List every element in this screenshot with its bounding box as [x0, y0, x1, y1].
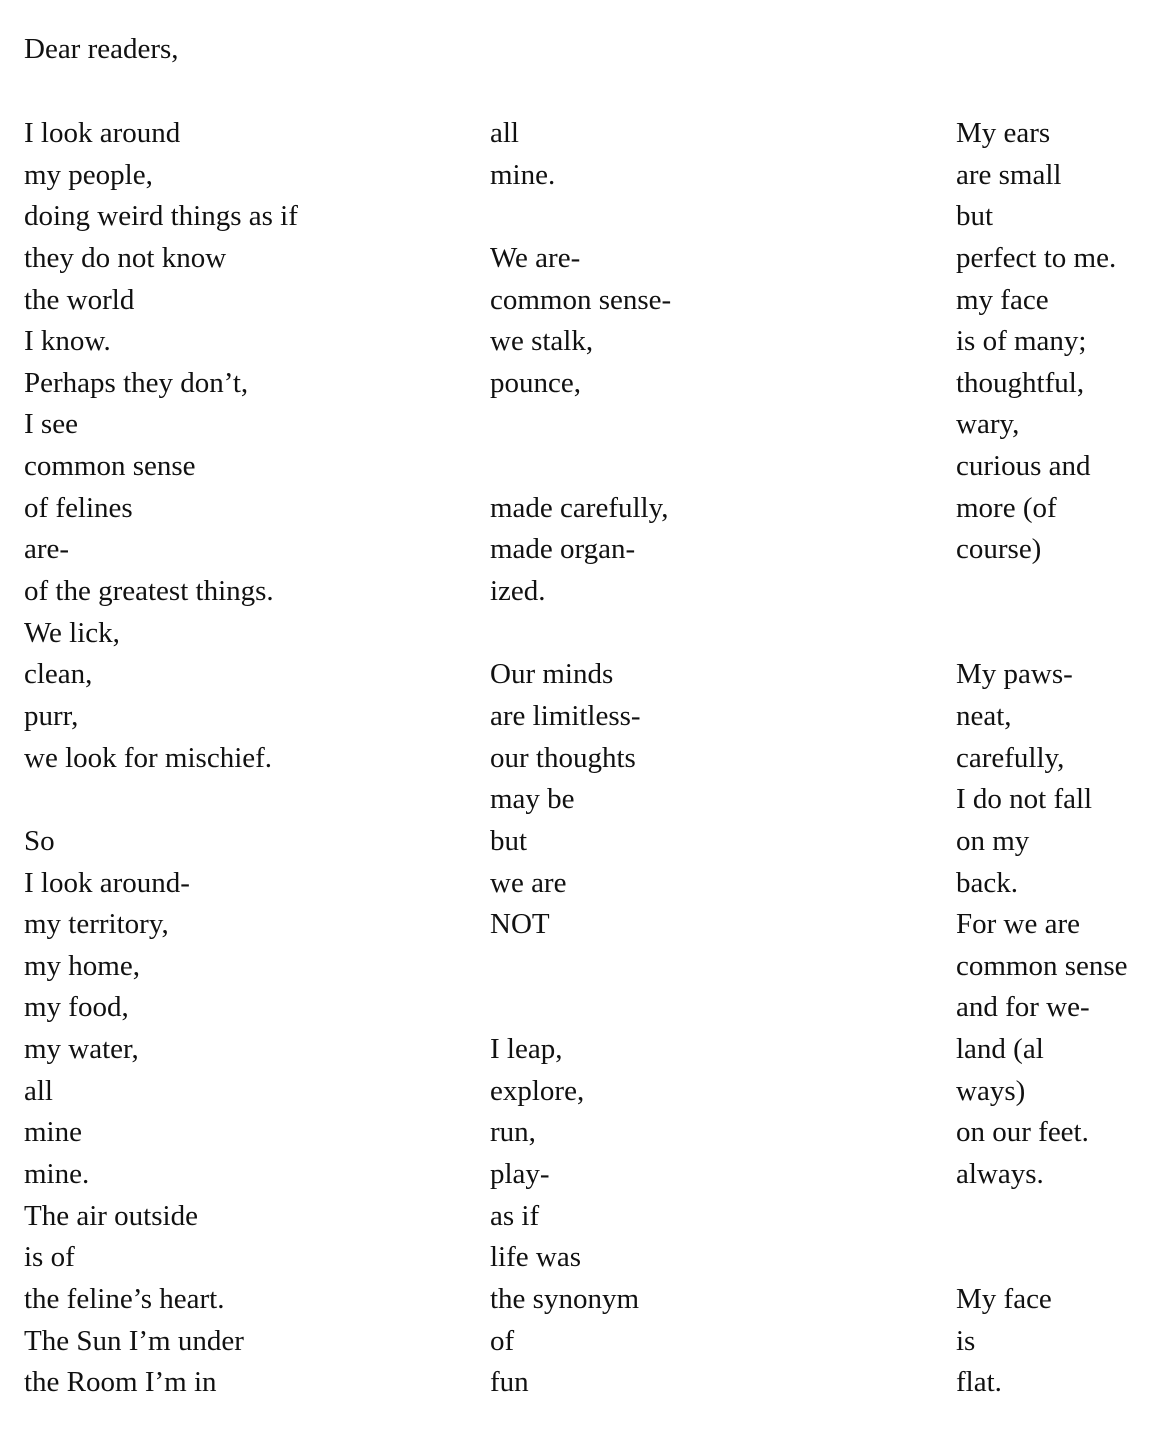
- poem-line: of the greatest things.: [24, 575, 274, 608]
- poem-line: may be: [490, 783, 575, 816]
- poem-line: wary,: [956, 408, 1020, 441]
- poem-line: my people,: [24, 158, 153, 191]
- poem-line: I see: [24, 408, 78, 441]
- poem-line: are limitless-: [490, 699, 641, 732]
- poem-line: [490, 989, 671, 1031]
- poem-line: our thoughts: [490, 741, 636, 774]
- poem-line: [956, 1198, 1128, 1240]
- poem-line: my home,: [24, 949, 140, 982]
- poem-line: play-: [490, 1158, 550, 1191]
- poem-line: ized.: [490, 575, 546, 608]
- poem-line: mine: [24, 1116, 82, 1149]
- poem-line: [490, 198, 671, 240]
- poem-line: [490, 948, 671, 990]
- poem-line: NOT: [490, 908, 550, 941]
- poem-line: My ears: [956, 117, 1051, 149]
- poem-column-2: [490, 115, 671, 1406]
- poem-line: Perhaps they don’t,: [24, 366, 249, 399]
- poem-line: I look around: [24, 117, 181, 149]
- poem-line: the world: [24, 283, 135, 316]
- poem-line: mine.: [490, 158, 556, 191]
- poem-line: [956, 1239, 1128, 1281]
- poem-line: My face: [956, 1282, 1052, 1315]
- poem-column-3: [956, 115, 1128, 1406]
- poem-line: I know.: [24, 325, 111, 358]
- poem-line: The air outside: [24, 1199, 198, 1232]
- poem-line: We are-: [490, 241, 581, 274]
- poem-line: my food,: [24, 991, 129, 1024]
- poem-line: made organ-: [490, 533, 636, 566]
- poem-line: but: [490, 824, 528, 857]
- poem-line: ways): [956, 1074, 1026, 1107]
- poem-line: explore,: [490, 1074, 585, 1107]
- poem-line: more (of: [956, 491, 1057, 524]
- poem-line: on my: [956, 824, 1030, 857]
- poem-line: we are: [490, 866, 567, 899]
- poem-line: and for we-: [956, 991, 1090, 1024]
- poem-line: we stalk,: [490, 325, 594, 358]
- poem-line: Our minds: [490, 658, 614, 691]
- poem-line: curious and: [956, 450, 1091, 483]
- poem-line: doing weird things as if: [24, 200, 298, 233]
- poem-line: [956, 615, 1128, 657]
- poem-line: the Room I’m in: [24, 1366, 217, 1399]
- poem-line: they do not know: [24, 241, 227, 274]
- poem-line: common sense: [24, 450, 196, 483]
- poem-line: the feline’s heart.: [24, 1282, 225, 1315]
- poem-line: neat,: [956, 699, 1012, 732]
- poem-line: So: [24, 824, 55, 857]
- poem-line: all: [24, 1074, 53, 1107]
- greeting: Dear readers,: [24, 33, 179, 65]
- poem-line: is: [956, 1324, 976, 1357]
- poem-line: are-: [24, 533, 70, 566]
- poem-line: [24, 781, 298, 823]
- poem-line: fun: [490, 1366, 529, 1399]
- poem-line: flat.: [956, 1366, 1002, 1399]
- poem-line: back.: [956, 866, 1018, 899]
- poem-line: I leap,: [490, 1033, 563, 1066]
- poem-line: I do not fall: [956, 783, 1093, 816]
- poem-line: thoughtful,: [956, 366, 1085, 399]
- poem-line: pounce,: [490, 366, 581, 399]
- poem-line: [490, 448, 671, 490]
- poem-line: are small: [956, 158, 1062, 191]
- poem-line: land (al: [956, 1033, 1044, 1066]
- poem-line: purr,: [24, 699, 79, 732]
- poem-column-1: [24, 115, 298, 1406]
- poem-line: [956, 573, 1128, 615]
- poem-line: clean,: [24, 658, 93, 691]
- poem-line: We lick,: [24, 616, 120, 649]
- poem-line: course): [956, 533, 1042, 566]
- poem-line: common sense: [956, 949, 1128, 982]
- poem-line: life was: [490, 1241, 581, 1274]
- poem-line: always.: [956, 1158, 1044, 1191]
- poem-line: as if: [490, 1199, 540, 1232]
- poem-line: The Sun I’m under: [24, 1324, 244, 1357]
- poem-line: of felines: [24, 491, 133, 524]
- poem-line: my territory,: [24, 908, 169, 941]
- poem-line: is of many;: [956, 325, 1087, 358]
- poem-line: [490, 615, 671, 657]
- poem-line: carefully,: [956, 741, 1065, 774]
- poem-line: made carefully,: [490, 491, 669, 524]
- poem-line: For we are: [956, 908, 1081, 941]
- poem-line: of: [490, 1324, 515, 1357]
- poem-line: [490, 406, 671, 448]
- poem-line: on our feet.: [956, 1116, 1089, 1149]
- poem-line: perfect to me.: [956, 241, 1117, 274]
- poem-line: is of: [24, 1241, 75, 1274]
- poem-line: my face: [956, 283, 1049, 316]
- poem-line: common sense-: [490, 283, 672, 316]
- poem-line: I look around-: [24, 866, 190, 899]
- poem-line: but: [956, 200, 994, 233]
- poem-line: we look for mischief.: [24, 741, 273, 774]
- poem-line: run,: [490, 1116, 536, 1149]
- poem-line: mine.: [24, 1158, 90, 1191]
- poem-line: the synonym: [490, 1282, 640, 1315]
- poem-line: My paws-: [956, 658, 1073, 691]
- poem-line: my water,: [24, 1033, 139, 1066]
- poem-line: all: [490, 117, 519, 149]
